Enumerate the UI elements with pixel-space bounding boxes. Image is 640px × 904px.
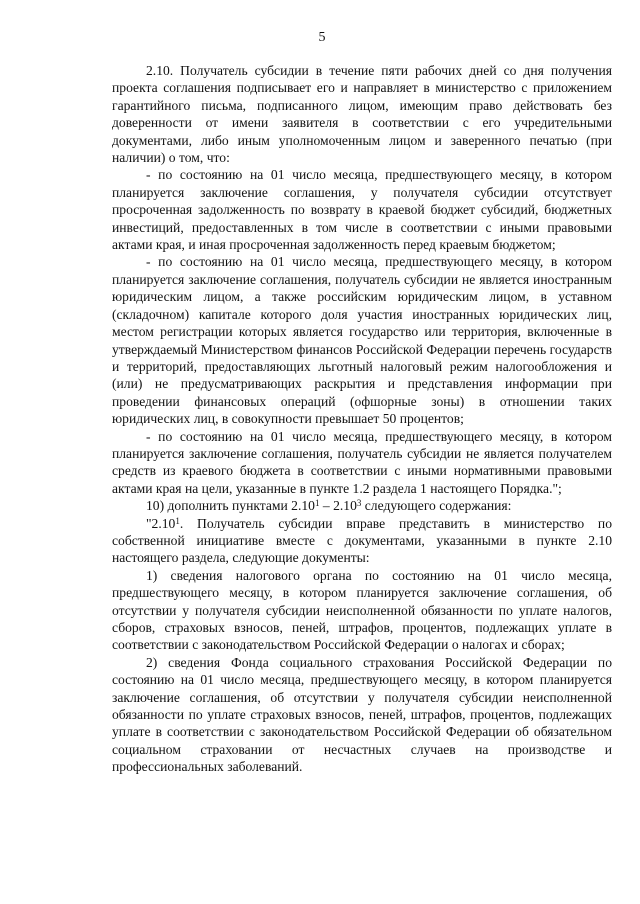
amendment-suffix: следующего содержания: xyxy=(361,498,512,514)
amendment-sup-end: 3 xyxy=(356,498,362,509)
amendment-prefix: 10) дополнить пунктами 2.10 xyxy=(146,498,315,514)
para-2-10: 2.10. Получатель субсидии в течение пяти рабочих дней со дня получения проекта соглашения подписывает его и направляет в министерство с приложением гарантийного письма, подписанного лицом, имеющим право действовать без доверенности от имени заявителя в соответствии с его учредительными документами, либо иным уполномоченным лицом и заверенного печатью (при наличии) о том, что: xyxy=(112,63,612,166)
point-2-10-1-text: . Получатель субсидии вправе представить в министерство по собственной инициативе вместе с документами, указанными в пункте 2.10 настоящего раздела, следующие документы: xyxy=(112,515,612,566)
para-item-1-tax: 1) сведения налогового органа по состоянию на 01 число месяца, предшествующего месяцу, в котором планируется заключение соглашения, об отсутствии у получателя субсидии неисполненной обязанности по уплате налогов, сборов, страховых взносов, пеней, штрафов, процентов, подлежащих уплате в соответствии с законодательством Российской Федерации о налогах и сборах; xyxy=(112,567,612,653)
para-amendment-10 xyxy=(112,497,612,514)
para-not-other-funds: - по состоянию на 01 число месяца, предшествующего месяцу, в котором планируется заключение соглашения, получатель субсидии не является получателем средств из краевого бюджета в соответствии с иными нормативными правовыми актами края на цели, указанные в пункте 1.2 раздела 1 настоящего Порядка."; xyxy=(112,428,612,496)
para-not-foreign-entity: - по состоянию на 01 число месяца, предшествующего месяцу, в котором планируется заключение соглашения, получатель субсидии не является иностранным юридическим лицом, а также российским юридическим лицом, в уставном (складочном) капитале которого доля участия иностранных юридических лиц, местом регистрации которых является государство или территория, включенные в утверждаемый Министерством финансов Российской Федерации перечень государств и территорий, предоставляющих льготный налоговый режим налогообложения и (или) не предусматривающих раскрытия и представления информации при проведении финансовых операций (офшорные зоны) в отношении таких юридических лиц, в совокупности превышает 50 процентов; xyxy=(112,254,612,427)
para-item-2-social-fund: 2) сведения Фонда социального страхования Российской Федерации по состоянию на 01 число месяца, предшествующего месяцу, в котором планируется заключение соглашения, об отсутствии у получателя субсидии неисполненной обязанности по уплате страховых взносов, пеней, штрафов, процентов, подлежащих уплате в соответствии с законодательством Российской Федерации об обязательном социальном страховании от несчастных случаев на производстве и профессиональных заболеваний. xyxy=(112,654,612,775)
page-number: 5 xyxy=(318,30,326,45)
point-2-10-1-prefix: "2.10 xyxy=(146,515,176,531)
document-body xyxy=(112,62,612,776)
amendment-sup-start: 1 xyxy=(314,498,320,509)
point-2-10-1-sup: 1 xyxy=(175,515,180,526)
amendment-dash: – 2.10 xyxy=(319,498,357,514)
para-no-overdue-debt: - по состоянию на 01 число месяца, предшествующего месяцу, в котором планируется заключение соглашения, у получателя субсидии отсутствует просроченная задолженность по возврату в краевой бюджет субсидий, бюджетных инвестиций, предоставленных в том числе в соответствии с иными правовыми актами края, и иная просроченная задолженность перед краевым бюджетом; xyxy=(112,167,612,253)
para-2-10-1 xyxy=(112,515,612,567)
